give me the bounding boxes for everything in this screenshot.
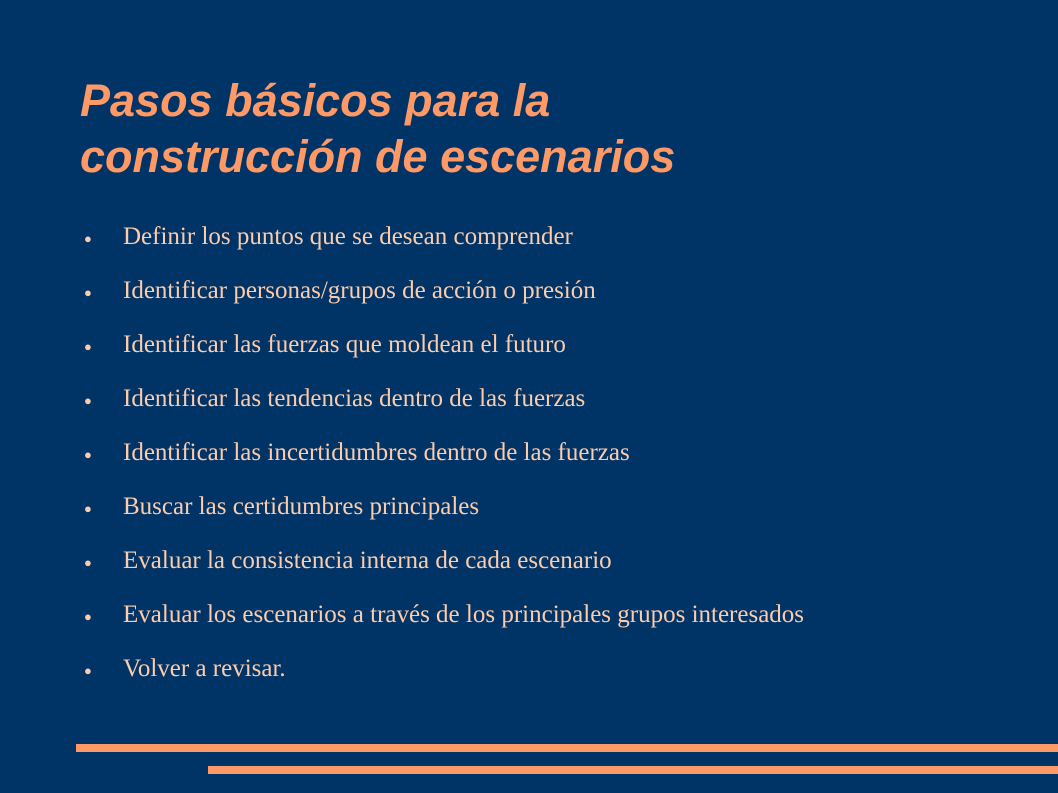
accent-rule-top bbox=[76, 744, 1058, 752]
slide-title bbox=[80, 73, 1000, 185]
bullet-icon: ● bbox=[84, 501, 92, 516]
bullet-list bbox=[84, 223, 984, 709]
bullet-item-4 bbox=[84, 385, 984, 415]
accent-rule-bottom bbox=[208, 766, 1058, 774]
bullet-item-5 bbox=[84, 439, 984, 469]
slide-title-line-2: construcción de escenarios bbox=[80, 131, 676, 182]
slide-title-line-1: Pasos básicos para la bbox=[80, 75, 551, 126]
bullet-text-6: Buscar las certidumbres principales bbox=[123, 493, 480, 520]
bullet-text-8: Evaluar los escenarios a través de los principales grupos interesados bbox=[123, 601, 805, 628]
bullet-text-7: Evaluar la consistencia interna de cada escenario bbox=[123, 547, 612, 574]
bullet-item-8 bbox=[84, 601, 984, 631]
bullet-item-2 bbox=[84, 277, 984, 307]
bullet-text-1: Definir los puntos que se desean comprender bbox=[123, 223, 573, 250]
bullet-icon: ● bbox=[84, 447, 92, 462]
bullet-icon: ● bbox=[84, 285, 92, 300]
bullet-icon: ● bbox=[84, 663, 92, 678]
bullet-icon: ● bbox=[84, 339, 92, 354]
bullet-item-9 bbox=[84, 655, 984, 685]
bullet-icon: ● bbox=[84, 393, 92, 408]
bullet-item-3 bbox=[84, 331, 984, 361]
bullet-icon: ● bbox=[84, 555, 92, 570]
bullet-text-5: Identificar las incertidumbres dentro de las fuerzas bbox=[123, 439, 630, 466]
bullet-text-3: Identificar las fuerzas que moldean el futuro bbox=[123, 331, 566, 358]
bullet-item-1 bbox=[84, 223, 984, 253]
bullet-item-7 bbox=[84, 547, 984, 577]
bullet-icon: ● bbox=[84, 609, 92, 624]
bullet-item-6 bbox=[84, 493, 984, 523]
bullet-text-4: Identificar las tendencias dentro de las fuerzas bbox=[123, 385, 586, 412]
bullet-icon: ● bbox=[84, 231, 92, 246]
bullet-text-9: Volver a revisar. bbox=[123, 655, 286, 682]
bullet-text-2: Identificar personas/grupos de acción o presión bbox=[123, 277, 596, 304]
